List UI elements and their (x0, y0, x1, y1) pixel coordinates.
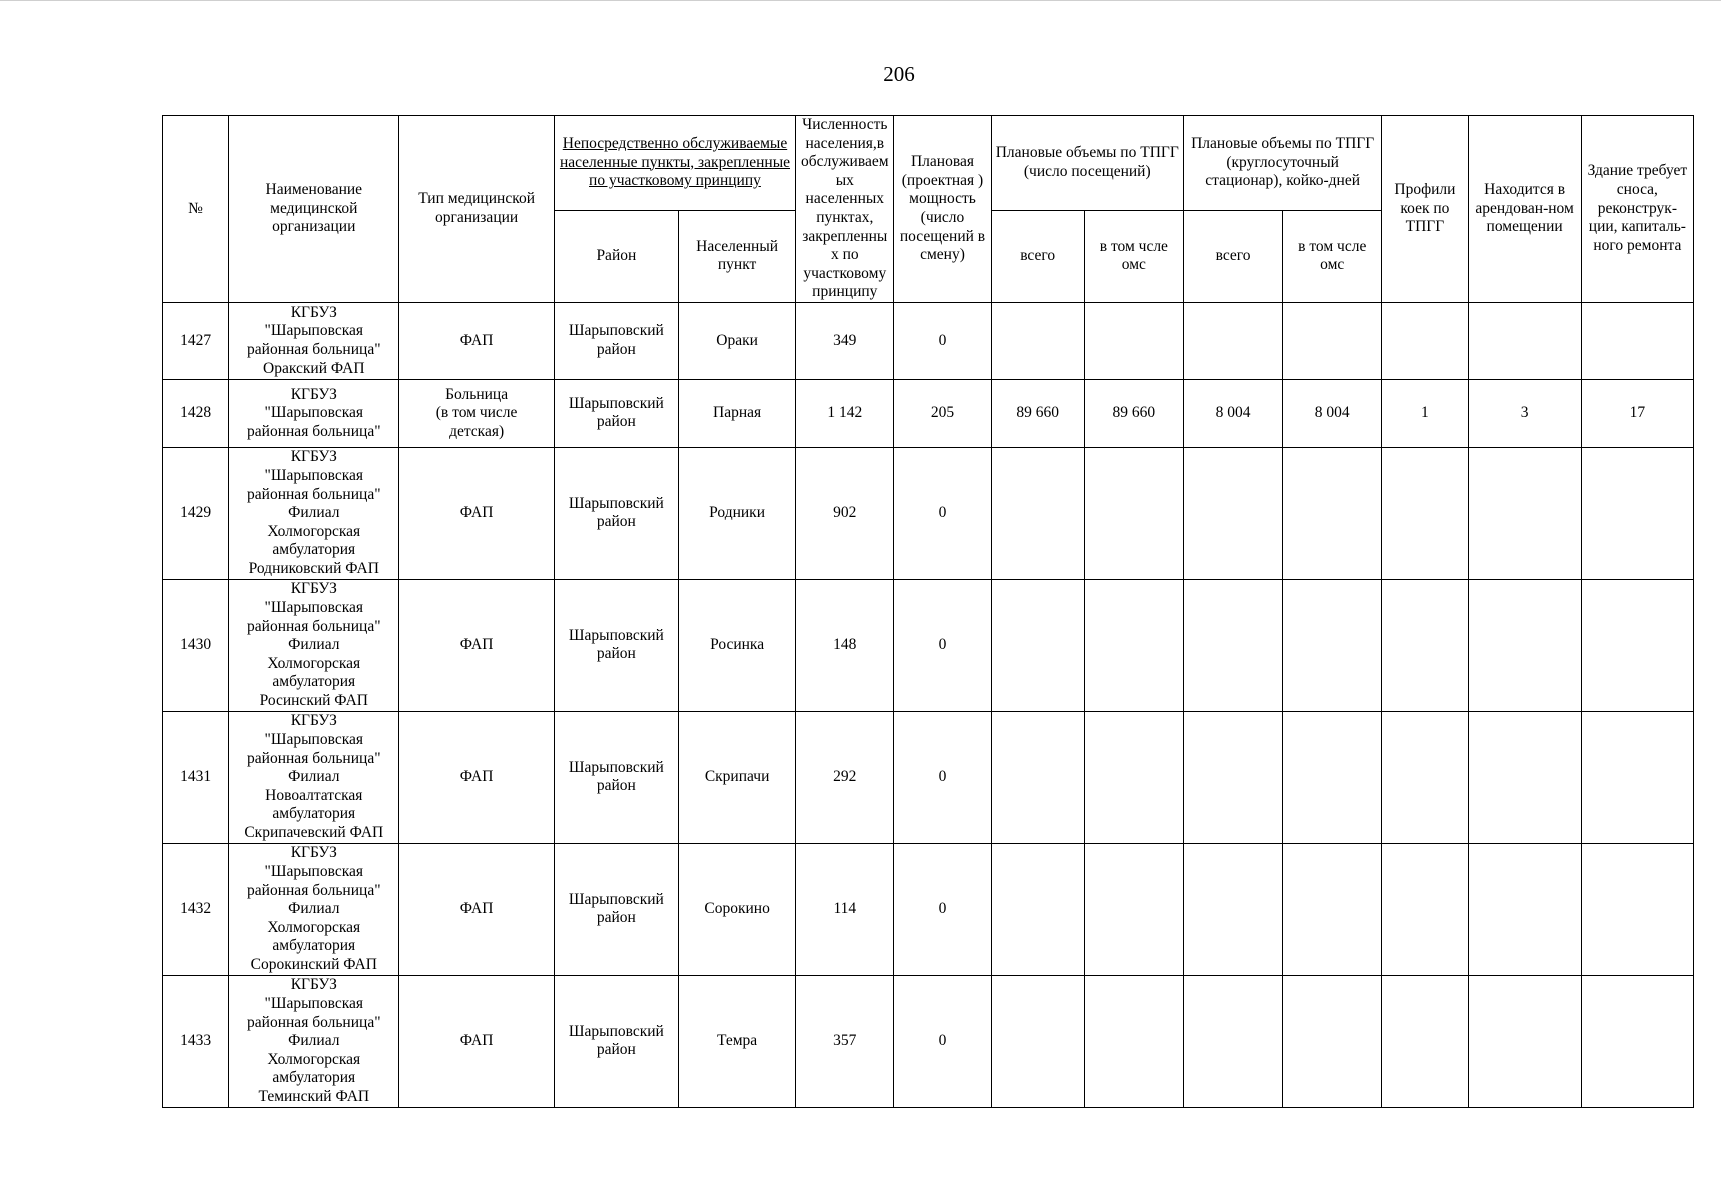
cell-no: 1432 (163, 843, 229, 975)
cell-locality: Ораки (678, 302, 795, 379)
cell-org-name: КГБУЗ "Шарыповская районная больница" Филиал Холмогорская амбулатория Росинский ФАП (229, 579, 399, 711)
cell-district: Шарыповский район (554, 302, 678, 379)
cell-building: 17 (1581, 379, 1693, 447)
table-row (163, 379, 1694, 447)
cell-no: 1429 (163, 447, 229, 579)
cell-district: Шарыповский район (554, 379, 678, 447)
cell-org-name: КГБУЗ "Шарыповская районная больница" Оракский ФАП (229, 302, 399, 379)
cell-org-type: ФАП (399, 975, 554, 1107)
cell-building (1581, 975, 1693, 1107)
cell-no: 1428 (163, 379, 229, 447)
cell-rented (1468, 579, 1581, 711)
cell-capacity: 0 (894, 579, 991, 711)
cell-rented: 3 (1468, 379, 1581, 447)
cell-district: Шарыповский район (554, 447, 678, 579)
capacity-header-bottom: (число посещений в смену) (899, 208, 986, 264)
cell-org-type: ФАП (399, 302, 554, 379)
facilities-table (162, 115, 1694, 1108)
cell-visits-oms (1084, 447, 1183, 579)
cell-bed-profiles: 1 (1382, 379, 1468, 447)
cell-district: Шарыповский район (554, 711, 678, 843)
cell-no: 1431 (163, 711, 229, 843)
col-capacity-header (894, 116, 991, 303)
cell-bed-profiles (1382, 843, 1468, 975)
col-visits-oms-header: в том чсле омс (1084, 210, 1183, 302)
cell-visits-oms (1084, 843, 1183, 975)
cell-capacity: 0 (894, 711, 991, 843)
cell-building (1581, 843, 1693, 975)
cell-org-name: КГБУЗ "Шарыповская районная больница" Филиал Холмогорская амбулатория Родниковский ФАП (229, 447, 399, 579)
col-locality-header: Населенный пункт (678, 210, 795, 302)
cell-visits-oms (1084, 579, 1183, 711)
col-visits-total-header: всего (991, 210, 1084, 302)
col-rented-header: Находится в арендован-ном помещении (1468, 116, 1581, 303)
cell-beddays-oms (1283, 447, 1382, 579)
header-row-1 (163, 116, 1694, 211)
cell-no: 1427 (163, 302, 229, 379)
cell-population: 357 (796, 975, 894, 1107)
cell-beddays-total (1183, 579, 1282, 711)
cell-bed-profiles (1382, 975, 1468, 1107)
page-top-edge (0, 0, 1721, 1)
col-population-header: Численность населения,в обслуживаем ых населенных пунктах, закрепленны х по участковому принципу (796, 116, 894, 303)
cell-rented (1468, 447, 1581, 579)
cell-org-name: КГБУЗ "Шарыповская районная больница" Филиал Холмогорская амбулатория Сорокинский ФАП (229, 843, 399, 975)
table-row (163, 711, 1694, 843)
cell-visits-total (991, 579, 1084, 711)
cell-capacity: 0 (894, 975, 991, 1107)
cell-org-type: ФАП (399, 711, 554, 843)
col-district-header: Район (554, 210, 678, 302)
table-row (163, 975, 1694, 1107)
col-beddays-header: Плановые объемы по ТПГГ (круглосуточный стационар), койко-дней (1183, 116, 1381, 211)
cell-population: 114 (796, 843, 894, 975)
table-row (163, 447, 1694, 579)
col-attached-header: Непосредственно обслуживаемые населенные пункты, закрепленные по участковому принципу (554, 116, 795, 211)
cell-district: Шарыповский район (554, 843, 678, 975)
cell-org-type: ФАП (399, 447, 554, 579)
cell-capacity: 205 (894, 379, 991, 447)
cell-rented (1468, 302, 1581, 379)
cell-no: 1433 (163, 975, 229, 1107)
cell-visits-oms (1084, 975, 1183, 1107)
cell-bed-profiles (1382, 447, 1468, 579)
cell-population: 1 142 (796, 379, 894, 447)
cell-org-type: ФАП (399, 843, 554, 975)
cell-beddays-total (1183, 447, 1282, 579)
cell-district: Шарыповский район (554, 975, 678, 1107)
cell-beddays-oms (1283, 711, 1382, 843)
cell-locality: Росинка (678, 579, 795, 711)
cell-beddays-total (1183, 843, 1282, 975)
cell-building (1581, 302, 1693, 379)
cell-org-name: КГБУЗ "Шарыповская районная больница" Филиал Новоалтатская амбулатория Скрипачевский ФАП (229, 711, 399, 843)
cell-population: 148 (796, 579, 894, 711)
cell-bed-profiles (1382, 302, 1468, 379)
cell-beddays-oms: 8 004 (1283, 379, 1382, 447)
cell-org-name: КГБУЗ "Шарыповская районная больница" (229, 379, 399, 447)
cell-org-type: Больница (в том числе детская) (399, 379, 554, 447)
cell-visits-total: 89 660 (991, 379, 1084, 447)
col-org-type-header: Тип медицинской организации (399, 116, 554, 303)
cell-locality: Парная (678, 379, 795, 447)
cell-visits-total (991, 302, 1084, 379)
cell-beddays-total (1183, 302, 1282, 379)
cell-capacity: 0 (894, 447, 991, 579)
cell-no: 1430 (163, 579, 229, 711)
cell-beddays-total (1183, 975, 1282, 1107)
table-row (163, 579, 1694, 711)
cell-beddays-total (1183, 711, 1282, 843)
col-building-header: Здание требует сноса, реконструк-ции, капиталь-ного ремонта (1581, 116, 1693, 303)
cell-locality: Родники (678, 447, 795, 579)
col-no-header: № (163, 116, 229, 303)
cell-org-type: ФАП (399, 579, 554, 711)
cell-locality: Скрипачи (678, 711, 795, 843)
table-row (163, 843, 1694, 975)
capacity-header-top: Плановая (проектная ) мощность (901, 153, 984, 208)
cell-beddays-oms (1283, 302, 1382, 379)
cell-building (1581, 447, 1693, 579)
col-beddays-total-header: всего (1183, 210, 1282, 302)
cell-visits-total (991, 975, 1084, 1107)
cell-locality: Темра (678, 975, 795, 1107)
cell-rented (1468, 975, 1581, 1107)
cell-bed-profiles (1382, 579, 1468, 711)
table-row (163, 302, 1694, 379)
col-org-name-header: Наименование медицинской организации (229, 116, 399, 303)
cell-rented (1468, 843, 1581, 975)
cell-visits-total (991, 711, 1084, 843)
cell-rented (1468, 711, 1581, 843)
cell-population: 902 (796, 447, 894, 579)
cell-population: 292 (796, 711, 894, 843)
cell-building (1581, 579, 1693, 711)
cell-population: 349 (796, 302, 894, 379)
cell-visits-total (991, 447, 1084, 579)
col-bed-profiles-header: Профили коек по ТПГГ (1382, 116, 1468, 303)
cell-capacity: 0 (894, 843, 991, 975)
cell-capacity: 0 (894, 302, 991, 379)
cell-beddays-oms (1283, 579, 1382, 711)
cell-beddays-total: 8 004 (1183, 379, 1282, 447)
cell-visits-oms (1084, 711, 1183, 843)
cell-visits-oms: 89 660 (1084, 379, 1183, 447)
cell-org-name: КГБУЗ "Шарыповская районная больница" Филиал Холмогорская амбулатория Теминский ФАП (229, 975, 399, 1107)
cell-bed-profiles (1382, 711, 1468, 843)
cell-locality: Сорокино (678, 843, 795, 975)
col-beddays-oms-header: в том чсле омс (1283, 210, 1382, 302)
cell-beddays-oms (1283, 975, 1382, 1107)
cell-building (1581, 711, 1693, 843)
cell-visits-oms (1084, 302, 1183, 379)
cell-visits-total (991, 843, 1084, 975)
col-visits-header: Плановые объемы по ТПГГ (число посещений) (991, 116, 1183, 211)
cell-beddays-oms (1283, 843, 1382, 975)
cell-district: Шарыповский район (554, 579, 678, 711)
page-number: 206 (883, 62, 915, 86)
